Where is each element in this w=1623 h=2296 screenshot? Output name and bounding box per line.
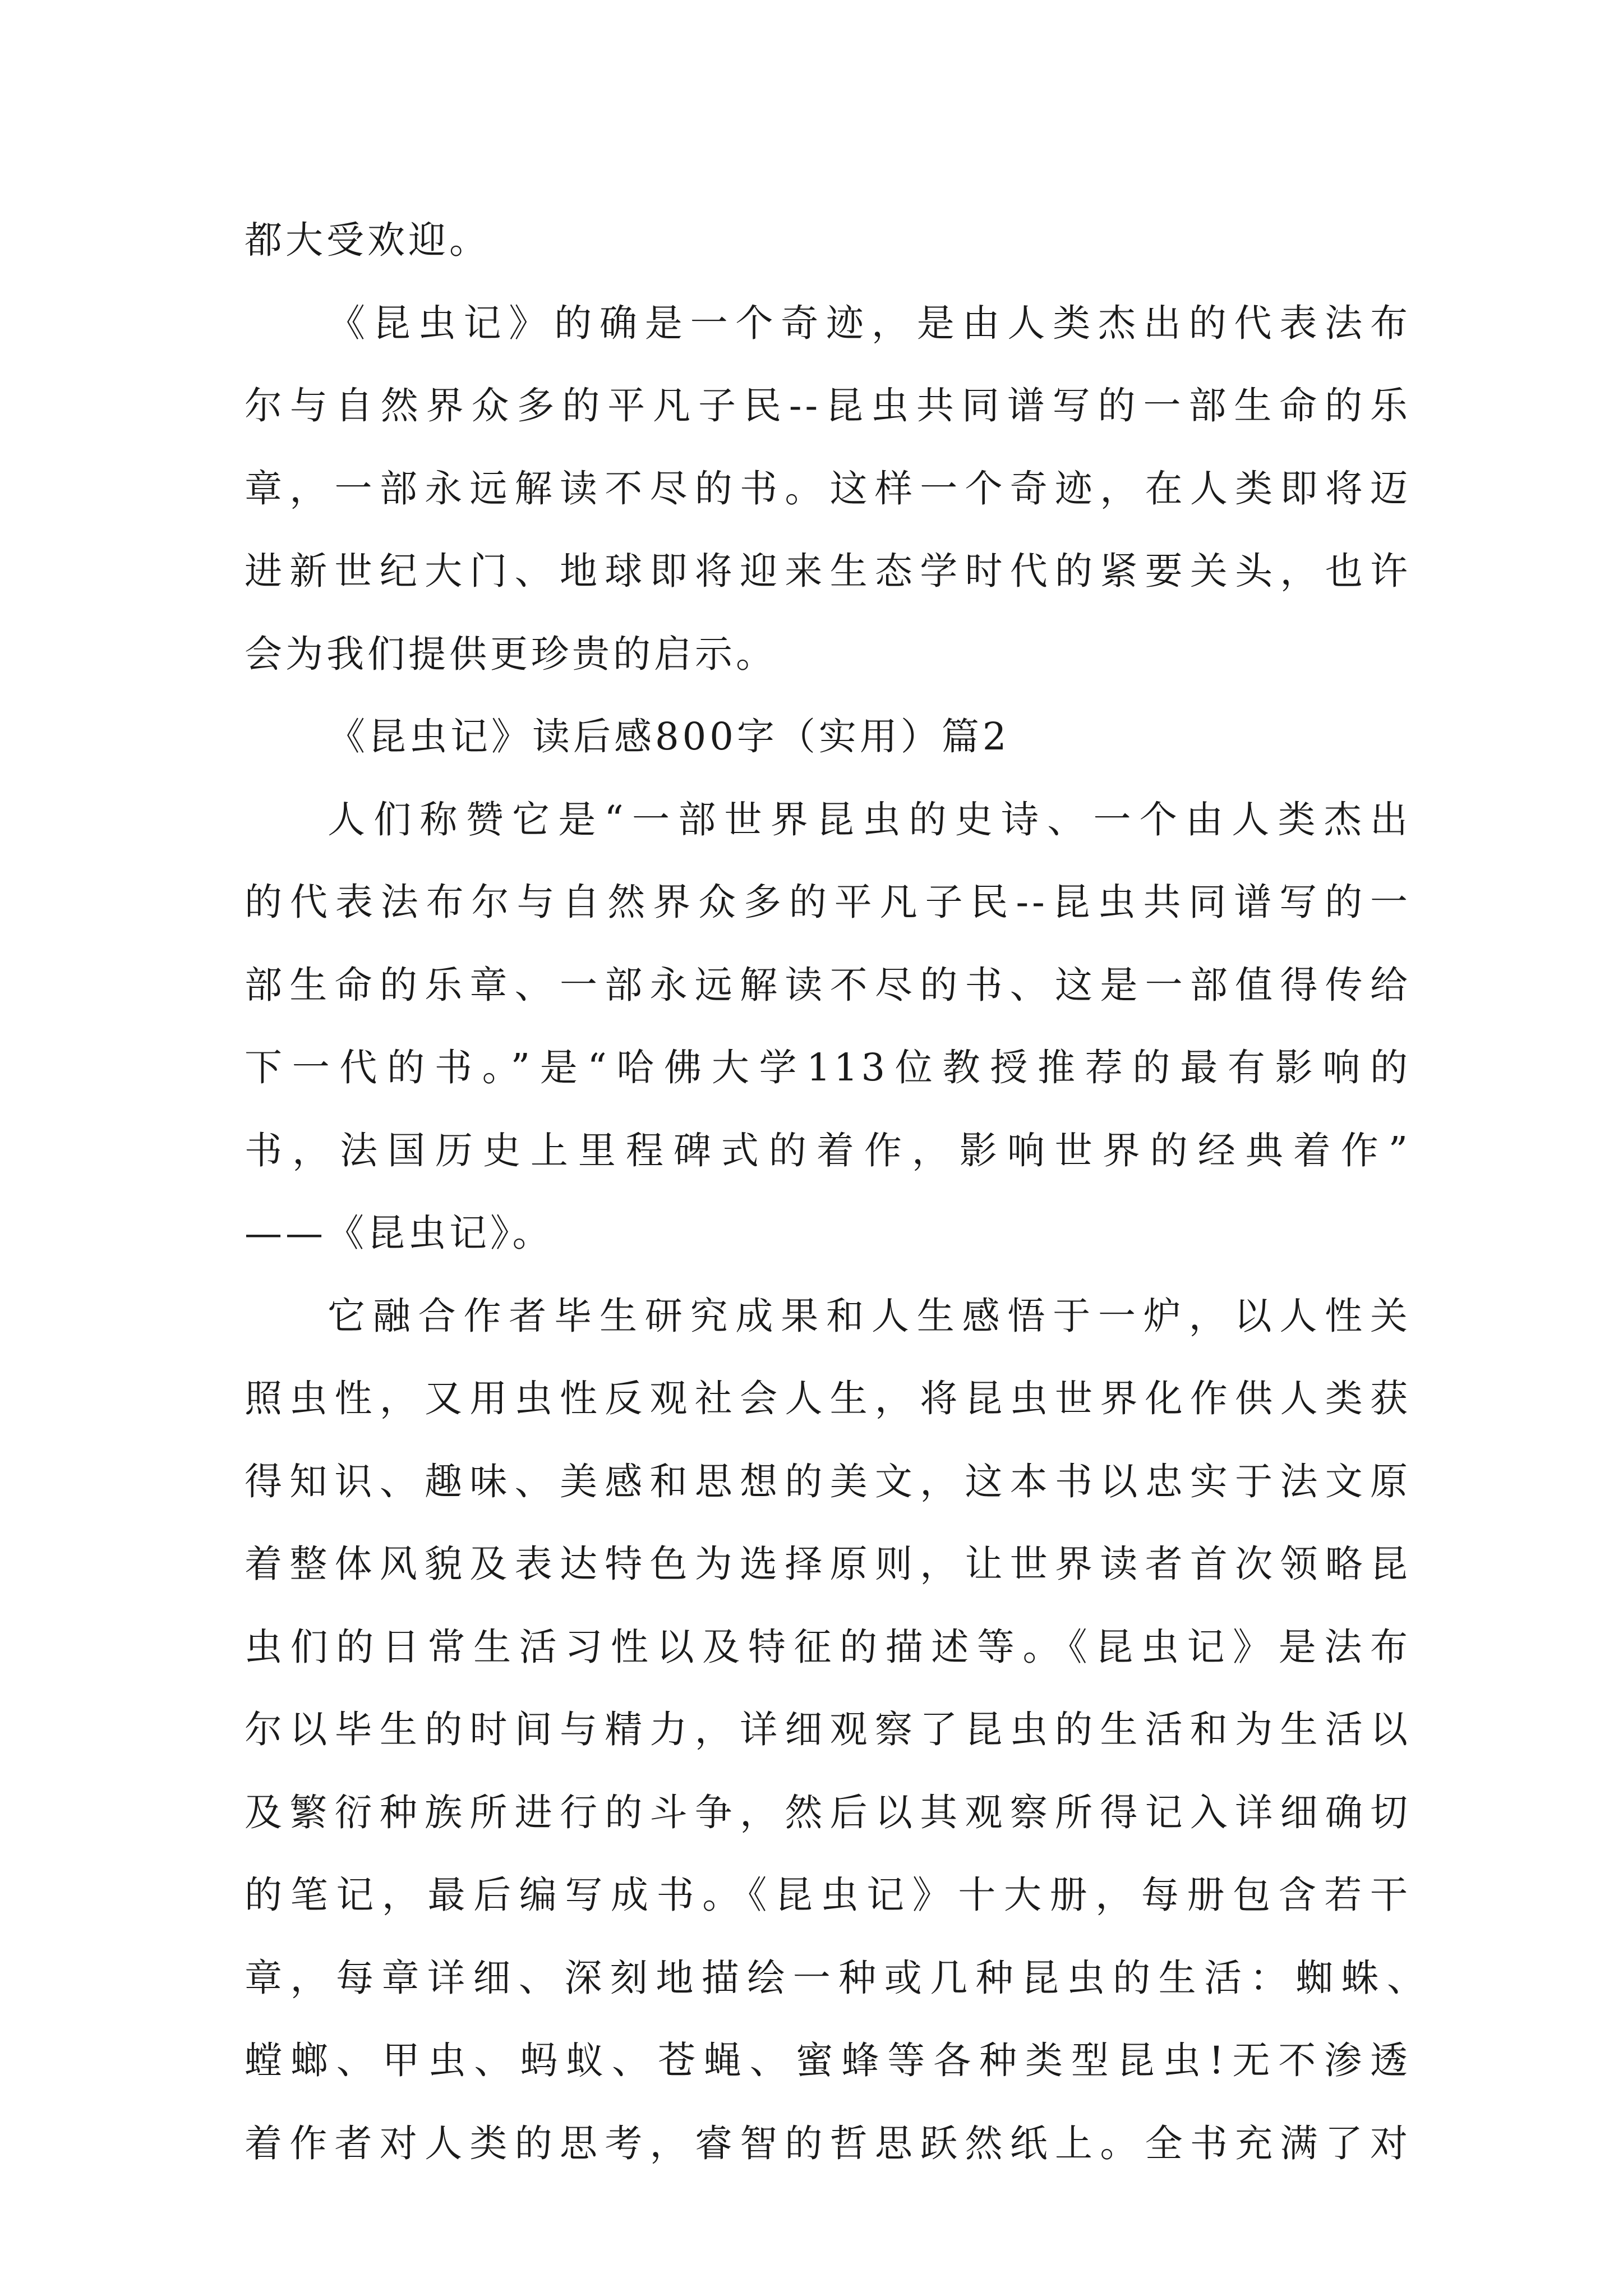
text-line: 章，每章详细、深刻地描绘一种或几种昆虫的生活：蜘蛛、 (245, 1955, 1428, 2000)
heading-line: 《昆虫记》读后感800字（实用）篇2 (328, 715, 1010, 758)
section-heading (245, 696, 1411, 779)
paragraph-4 (245, 779, 1411, 1275)
text-line: 及繁衍种族所进行的斗争，然后以其观察所得记入详细确切 (245, 1790, 1411, 1834)
text-line: 章，一部永远解读不尽的书。这样一个奇迹，在人类即将迈 (245, 466, 1411, 510)
text-line: 《昆虫记》的确是一个奇迹，是由人类杰出的代表法布 (328, 301, 1411, 345)
text-line: 会为我们提供更珍贵的启示。 (245, 632, 777, 676)
body-text (245, 199, 1428, 2185)
text-line: 得知识、趣味、美感和思想的美文，这本书以忠实于法文原 (245, 1459, 1411, 1503)
text-line: 着整体风貌及表达特色为选择原则，让世界读者首次领略昆 (245, 1542, 1411, 1586)
paragraph-1 (245, 199, 1411, 282)
text-line: 的笔记，最后编写成书。《昆虫记》十大册，每册包含若干 (245, 1873, 1411, 1917)
text-line: 照虫性，又用虫性反观社会人生，将昆虫世界化作供人类获 (245, 1377, 1411, 1420)
text-line: 的代表法布尔与自然界众多的平凡子民--昆虫共同谱写的一 (245, 880, 1411, 924)
text-line: ——《昆虫记》。 (245, 1211, 554, 1255)
text-line: 它融合作者毕生研究成果和人生感悟于一炉，以人性关 (328, 1294, 1411, 1338)
text-line: 尔以毕生的时间与精力，详细观察了昆虫的生活和为生活以 (245, 1708, 1411, 1751)
text-line: 螳螂、甲虫、蚂蚁、苍蝇、蜜蜂等各种类型昆虫!无不渗透 (245, 2039, 1411, 2082)
text-line: 下一代的书。”是“哈佛大学113位教授推荐的最有影响的 (245, 1046, 1411, 1089)
text-line: 都大受欢迎。 (245, 218, 490, 262)
text-line: 着作者对人类的思考，睿智的哲思跃然纸上。全书充满了对 (245, 2121, 1411, 2165)
text-line: 书，法国历史上里程碑式的着作，影响世界的经典着作” (245, 1128, 1411, 1172)
text-line: 人们称赞它是“一部世界昆虫的史诗、一个由人类杰出 (328, 797, 1411, 841)
text-line: 部生命的乐章、一部永远解读不尽的书、这是一部值得传给 (245, 963, 1411, 1007)
text-line: 进新世纪大门、地球即将迎来生态学时代的紧要关头，也许 (245, 549, 1411, 593)
text-line: 尔与自然界众多的平凡子民--昆虫共同谱写的一部生命的乐 (245, 384, 1411, 427)
text-line: 虫们的日常生活习性以及特征的描述等。《昆虫记》是法布 (245, 1625, 1411, 1669)
paragraph-5 (245, 1275, 1428, 2185)
paragraph-2 (245, 282, 1411, 696)
